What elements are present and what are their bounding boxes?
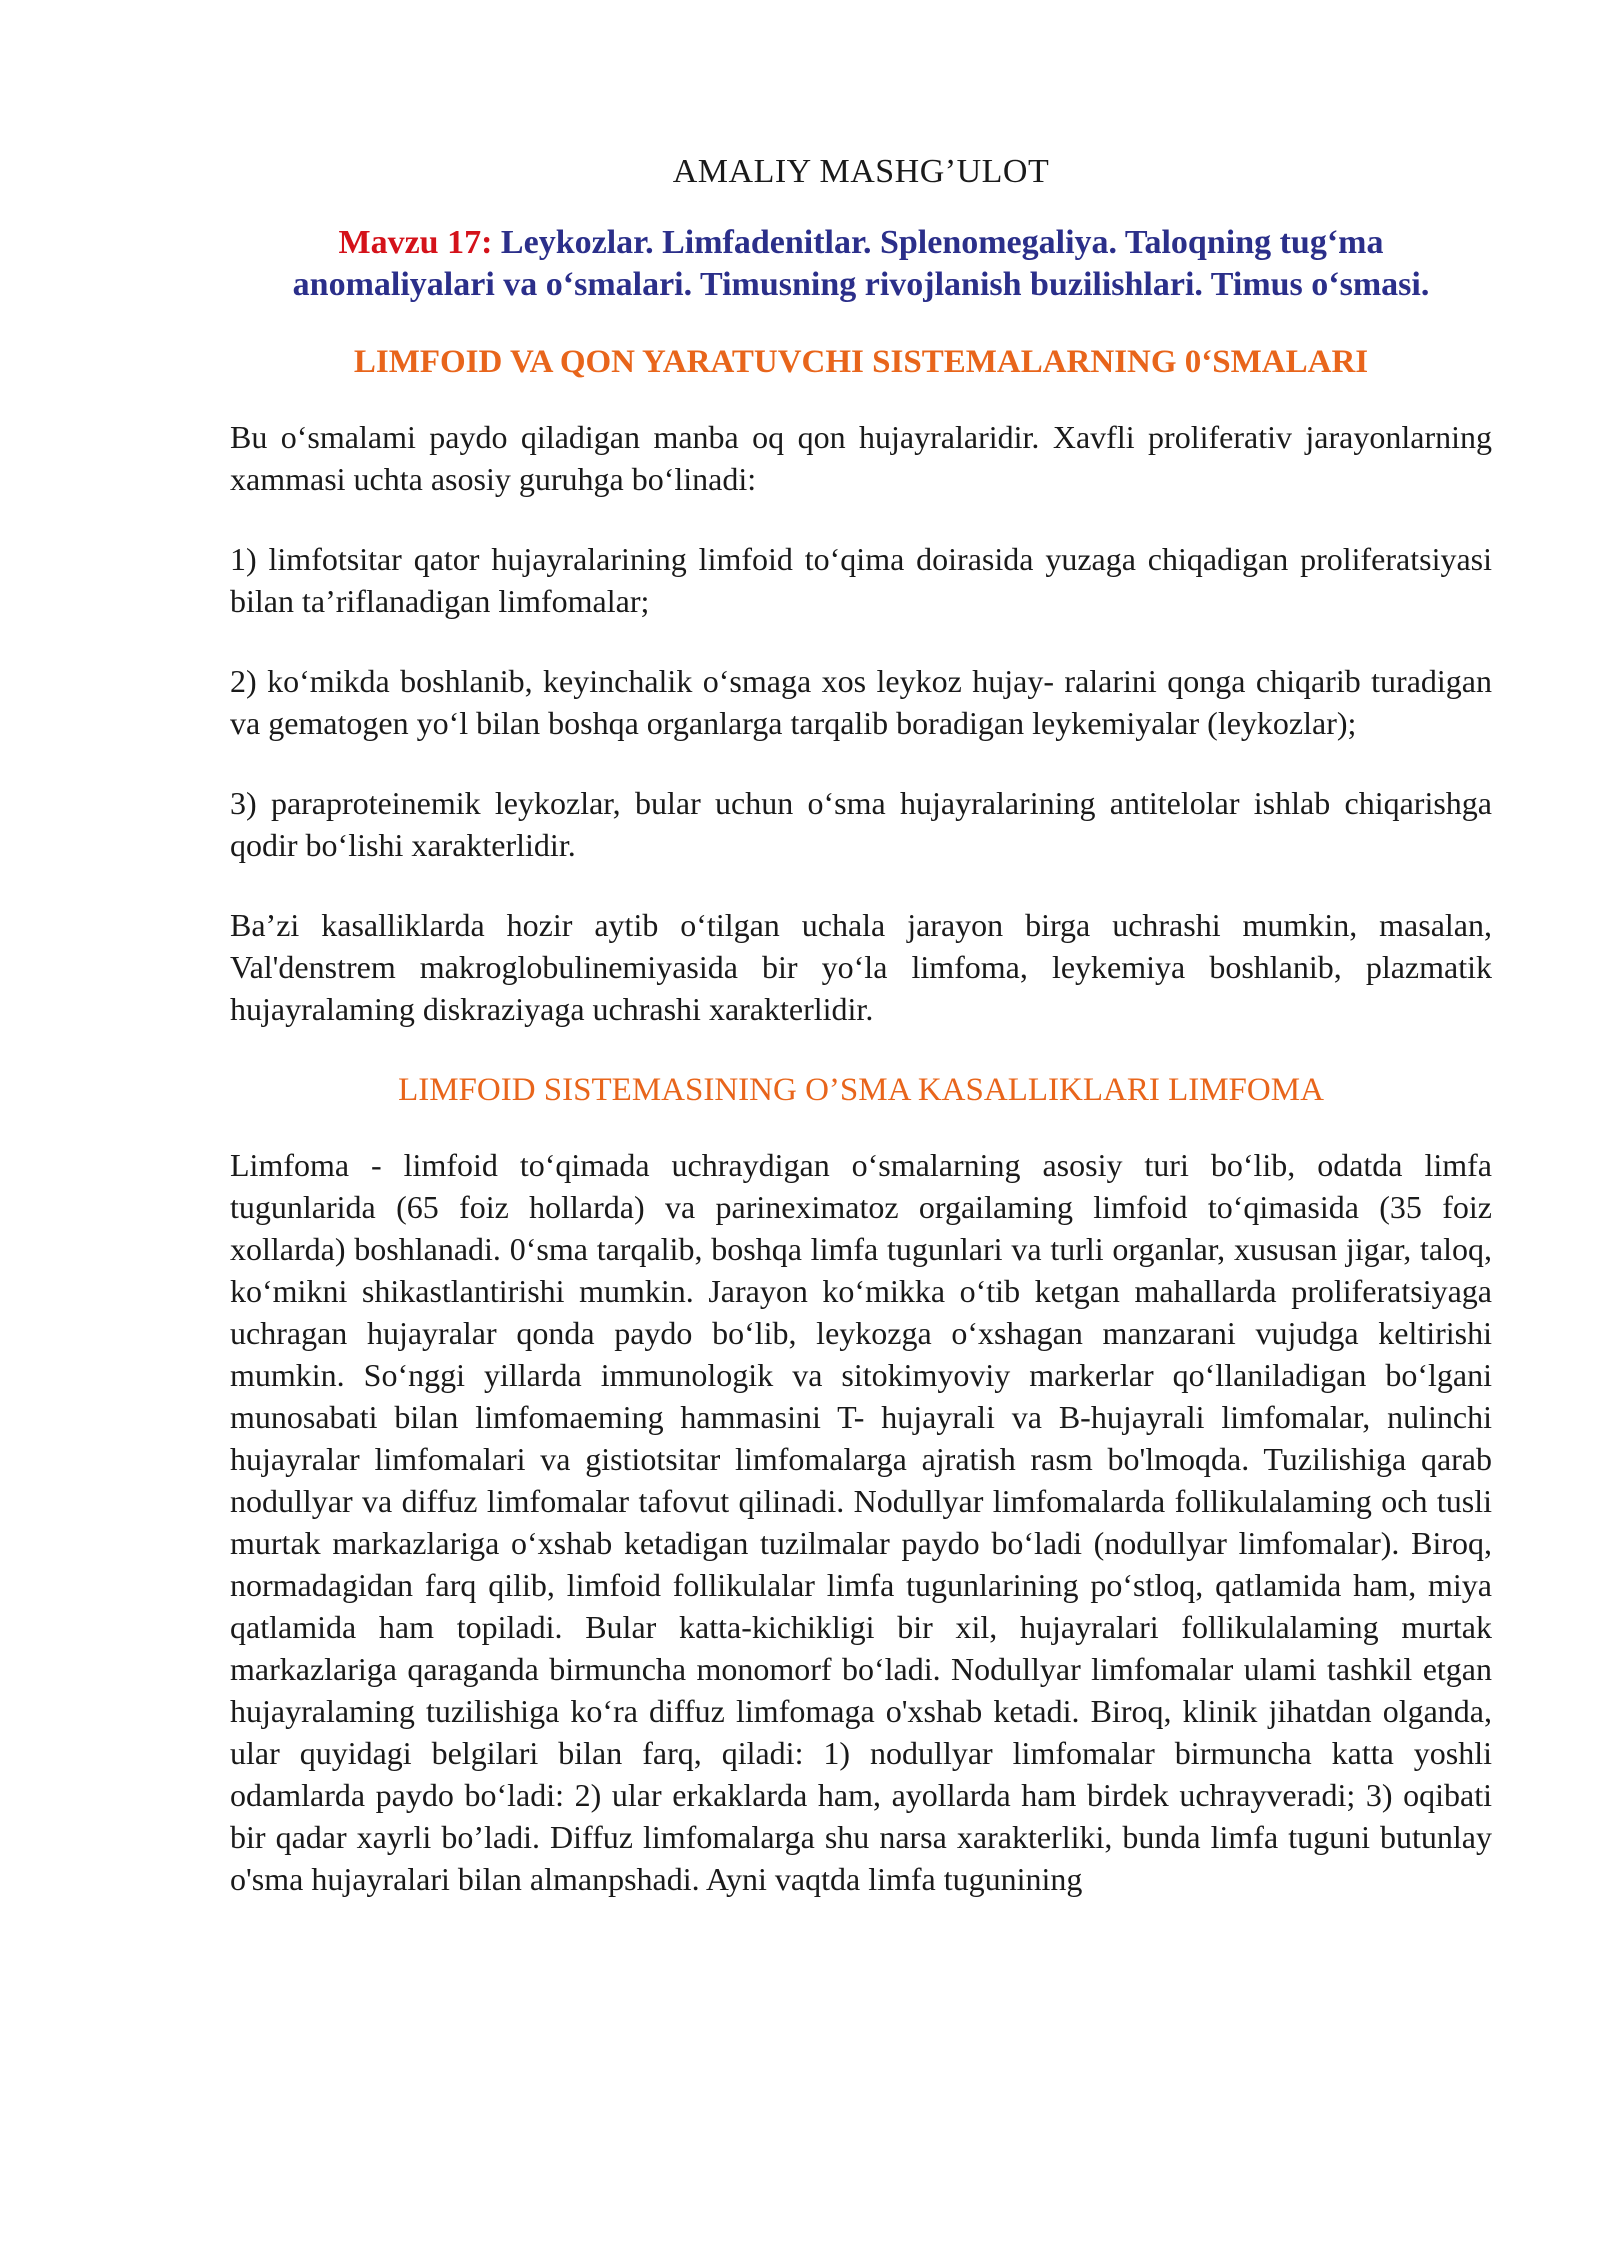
paragraph-item-3: 3) paraproteinemik leykozlar, bular uchun o‘sma hujayralarining antitelolar ishlab chiqarishga qodir bo‘lishi xarakterlidir.: [230, 785, 1492, 863]
paragraph-limfoma: Limfoma - limfoid to‘qimada uchraydigan o‘smalarning asosiy turi bo‘lib, odatda limfa tugunlarida (65 foiz hollarda) va parineximatoz orgailaming limfoid to‘qimasida (35 foiz xollarda) boshlanadi. 0‘sma tarqalib, boshqa limfa tugunlari va turli organlar, xususan jigar, taloq, ko‘mikni shikastlantirishi mumkin. Jarayon ko‘mikka o‘tib ketgan mahallarda proliferatsiyaga uchragan hujayralar qonda paydo bo‘lib, leykozga o‘xshagan manzarani vujudga keltirishi mumkin. So‘nggi yillarda immunologik va sitokimyoviy markerlar qo‘llaniladigan bo‘lgani munosabati bilan limfomaeming hammasini T- hujayrali va B-hujayrali limfomalar, nulinchi hujayralar limfomalari va gistiotsitar limfomalarga ajratish rasm bo'lmoqda. Tuzilishiga qarab nodullyar va diffuz limfomalar tafovut qilinadi. Nodullyar limfomalarda follikulalaming och tusli murtak markazlariga o‘xshab ketadigan tuzilmalar paydo bo‘ladi (nodullyar limfomalar). Biroq, normadagidan farq qilib, limfoid follikulalar limfa tugunlarining po‘stloq, qatlamida ham, miya qatlamida ham topiladi. Bular katta-kichikligi bir xil, hujayralari follikulalaming murtak markazlariga qaraganda birmuncha monomorf bo‘ladi. Nodullyar limfomalar ulami tashkil etgan hujayralaming tuzilishiga ko‘ra diffuz limfomaga o'xshab ketadi. Biroq, klinik jihatdan olganda, ular quyidagi belgilari bilan farq, qiladi: 1) nodullyar limfomalar birmuncha katta yoshli odamlarda paydo bo‘ladi: 2) ular erkaklarda ham, ayollarda ham birdek uchrayveradi; 3) oqibati bir qadar xayrli bo’ladi. Diffuz limfomalarga shu narsa xarakterliki, bunda limfa tuguni butunlay o'sma hujayralari bilan almanpshadi. Ayni vaqtda limfa tugunining: [230, 1147, 1492, 1897]
topic-label: Mavzu 17:: [338, 224, 493, 261]
document-page: [230, 150, 1492, 1934]
paragraph-item-1: 1) limfotsitar qator hujayralarining limfoid to‘qima doirasida yuzaga chiqadigan proliferatsiyasi bilan ta’riflanadigan limfomalar;: [230, 541, 1492, 619]
topic-heading: [270, 222, 1452, 306]
paragraph-item-2: 2) ko‘mikda boshlanib, keyinchalik o‘smaga xos leykoz hujay- ralarini qonga chiqarib turadigan va gematogen yo‘l bilan boshqa organlarga tarqalib boradigan leykemiyalar (leykozlar);: [230, 663, 1492, 741]
paragraph-intro: Bu o‘smalami paydo qiladigan manba oq qon hujayralaridir. Xavfli proliferativ jarayonlarning xammasi uchta asosiy guruhga bo‘linadi:: [230, 419, 1492, 497]
section-title-1: LIMFOID VA QON YARATUVCHI SISTEMALARNING 0‘SMALARI: [353, 344, 1369, 380]
paragraph-combined: Ba’zi kasalliklarda hozir aytib o‘tilgan uchala jarayon birga uchrashi mumkin, masalan, Val'denstrem makroglobulinemiyasida bir yo‘la limfoma, leykemiya boshlanib, plazmatik hujayralaming diskraziyaga uchrashi xarakterlidir.: [230, 907, 1492, 1027]
topic-text: Leykozlar. Limfadenitlar. Splenomegaliya. Taloqning tug‘ma anomaliyalari va o‘smalari. Timusning rivojlanish buzilishlari. Timus o‘smasi.: [292, 224, 1430, 303]
document-header: AMALIY MASHG’ULOT: [672, 153, 1050, 190]
section-title-2: LIMFOID SISTEMASINING O’SMA KASALLIKLARI LIMFOMA: [398, 1072, 1324, 1108]
